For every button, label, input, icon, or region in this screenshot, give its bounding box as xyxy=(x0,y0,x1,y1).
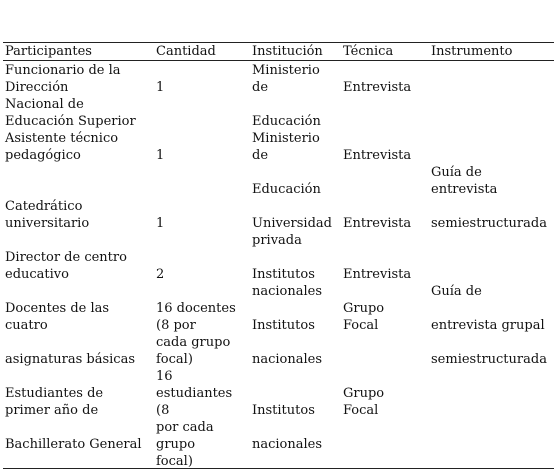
header-tecnica: Técnica xyxy=(343,44,394,59)
cell-cantidad: por cada xyxy=(156,420,214,435)
header-participantes: Participantes xyxy=(5,44,92,59)
cell-tecnica: Grupo xyxy=(343,386,385,401)
cell-cantidad: cada grupo xyxy=(156,335,231,350)
header-instrumento: Instrumento xyxy=(431,44,513,59)
cell-tecnica: Grupo xyxy=(343,301,385,316)
cell-instrumento: entrevista grupal xyxy=(431,318,545,333)
cell-cantidad: grupo xyxy=(156,437,196,452)
cell-participantes: Catedrático xyxy=(5,199,83,214)
cell-institucion: Educación xyxy=(252,114,321,129)
header-institucion: Institución xyxy=(252,44,323,59)
cell-institucion: Ministerio xyxy=(252,131,320,146)
cell-instrumento: Guía de xyxy=(431,284,482,299)
cell-participantes: Funcionario de la xyxy=(5,63,121,78)
cell-institucion: privada xyxy=(252,233,302,248)
cell-tecnica: Entrevista xyxy=(343,216,412,231)
cell-participantes: Estudiantes de xyxy=(5,386,104,401)
cell-tecnica: Entrevista xyxy=(343,80,412,95)
cell-institucion: nacionales xyxy=(252,284,323,299)
cell-participantes: asignaturas básicas xyxy=(5,352,135,367)
cell-tecnica: Entrevista xyxy=(343,148,412,163)
cell-institucion: Ministerio xyxy=(252,63,320,78)
cell-cantidad: (8 xyxy=(156,403,170,418)
cell-participantes: primer año de xyxy=(5,403,99,418)
cell-institucion: de xyxy=(252,80,269,95)
cell-participantes: Educación Superior xyxy=(5,114,136,129)
cell-cantidad: 2 xyxy=(156,267,165,282)
header-cantidad: Cantidad xyxy=(156,44,216,59)
cell-instrumento: semiestructurada xyxy=(431,216,547,231)
cell-institucion: nacionales xyxy=(252,352,323,367)
cell-cantidad: (8 por xyxy=(156,318,196,333)
cell-tecnica: Focal xyxy=(343,318,379,333)
cell-cantidad: 1 xyxy=(156,148,165,163)
cell-institucion: nacionales xyxy=(252,437,323,452)
cell-cantidad: 1 xyxy=(156,80,165,95)
cell-cantidad: 1 xyxy=(156,216,165,231)
cell-participantes: Asistente técnico xyxy=(5,131,119,146)
cell-participantes: Docentes de las xyxy=(5,301,110,316)
cell-instrumento: entrevista xyxy=(431,182,498,197)
cell-institucion: Universidad xyxy=(252,216,332,231)
cell-cantidad: 16 xyxy=(156,369,173,384)
table-header-rule xyxy=(3,60,554,61)
cell-tecnica: Focal xyxy=(343,403,379,418)
cell-cantidad: focal) xyxy=(156,352,193,367)
cell-participantes: Nacional de xyxy=(5,97,84,112)
cell-instrumento: Guía de xyxy=(431,165,482,180)
cell-participantes: educativo xyxy=(5,267,69,282)
cell-institucion: Institutos xyxy=(252,403,315,418)
cell-cantidad: focal) xyxy=(156,454,193,469)
cell-tecnica: Entrevista xyxy=(343,267,412,282)
cell-participantes: Director de centro xyxy=(5,250,127,265)
cell-institucion: de xyxy=(252,148,269,163)
table-bottom-rule xyxy=(3,468,554,469)
cell-institucion: Institutos xyxy=(252,318,315,333)
cell-participantes: universitario xyxy=(5,216,90,231)
cell-institucion: Educación xyxy=(252,182,321,197)
cell-instrumento: semiestructurada xyxy=(431,352,547,367)
cell-cantidad: 16 docentes xyxy=(156,301,236,316)
cell-participantes: cuatro xyxy=(5,318,48,333)
cell-participantes: Dirección xyxy=(5,80,69,95)
cell-institucion: Institutos xyxy=(252,267,315,282)
cell-cantidad: estudiantes xyxy=(156,386,233,401)
cell-participantes: Bachillerato General xyxy=(5,437,142,452)
cell-participantes: pedagógico xyxy=(5,148,81,163)
